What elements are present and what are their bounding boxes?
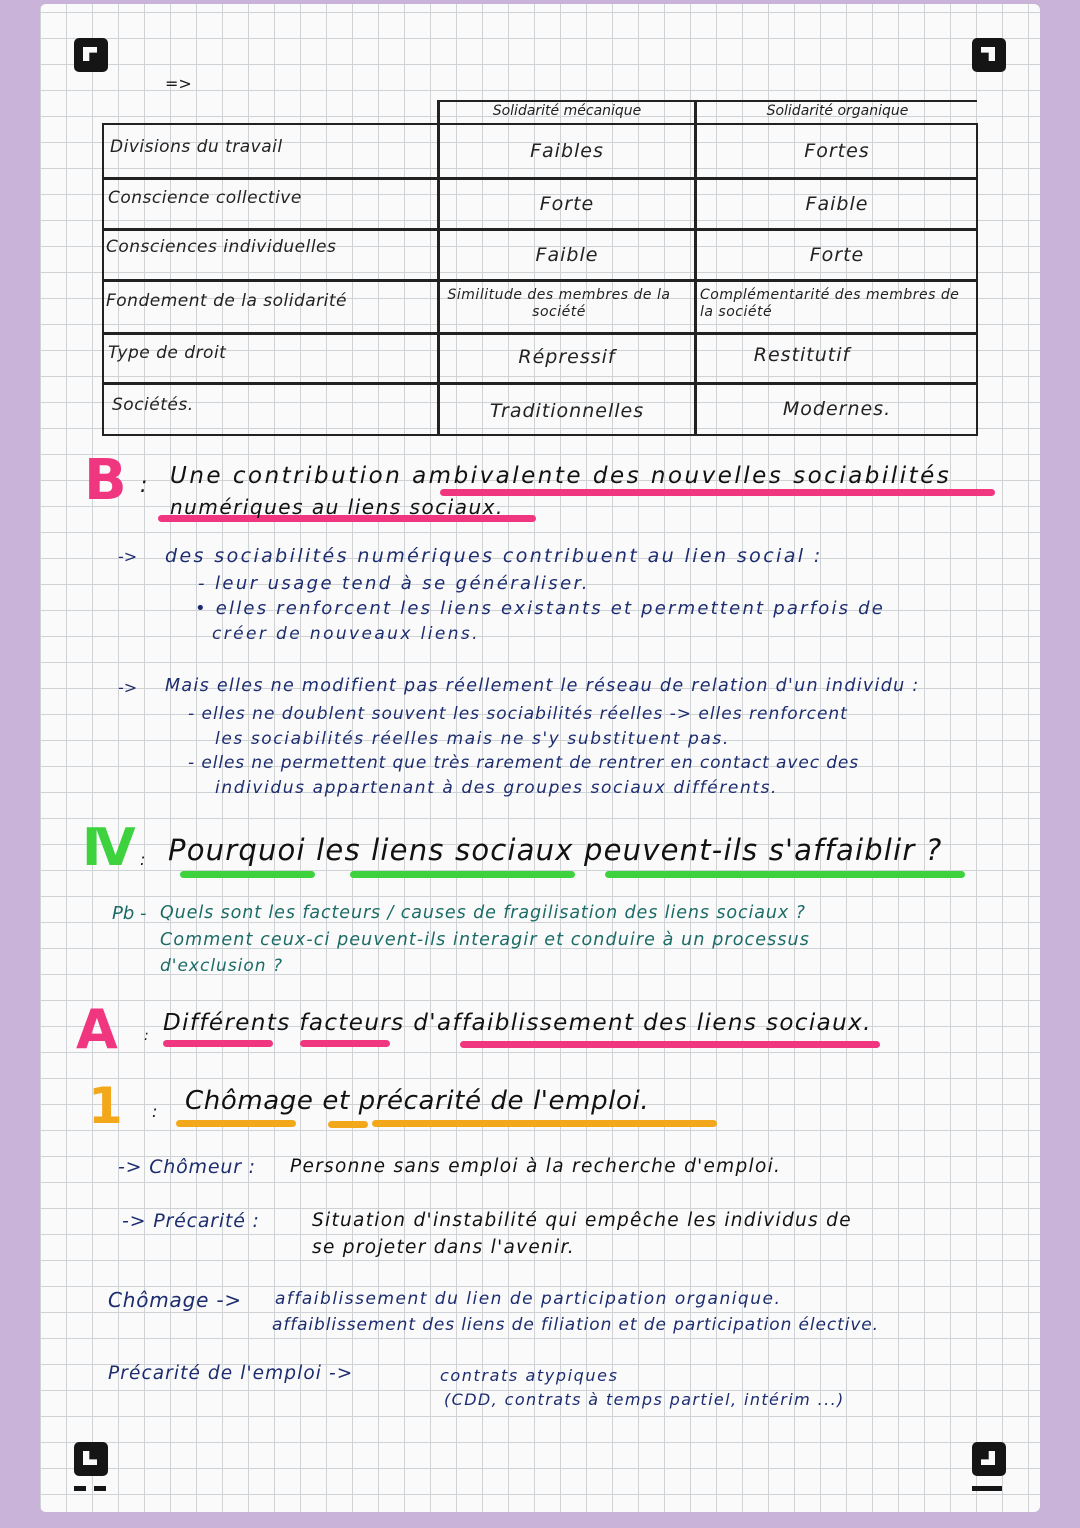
definition-term: -> Chômeur : [118, 1156, 256, 1178]
problematic-line: Quels sont les facteurs / causes de fragilisation des liens sociaux ? [160, 903, 806, 923]
list-item: - elles ne permettent que très rarement de rentrer en contact avec des [188, 753, 860, 773]
cell-organique: Fortes [804, 140, 870, 162]
definition-text: Personne sans emploi à la recherche d'emploi. [290, 1156, 782, 1177]
title-highlight [328, 1121, 368, 1128]
cause-effect: affaiblissement des liens de filiation et de participation élective. [272, 1315, 879, 1335]
section-1-title: Chômage et précarité de l'emploi. [185, 1086, 650, 1116]
definition-text: se projeter dans l'avenir. [312, 1237, 575, 1258]
cell-organique: Restitutif [753, 344, 851, 366]
section-a-colon: : [144, 1028, 149, 1044]
row-divider [102, 332, 978, 335]
row-label: Divisions du travail [110, 137, 283, 157]
cell-organique: Modernes. [782, 398, 892, 420]
row-divider [102, 382, 978, 385]
scan-corner-top-left-icon [74, 38, 108, 72]
title-highlight [300, 1040, 390, 1047]
row-label: Consciences individuelles [106, 237, 337, 257]
section-b-title-line2: numériques au liens sociaux. [170, 495, 504, 519]
header-mecanique: Solidarité mécanique [492, 103, 642, 119]
section-iv-title: Pourquoi les liens sociaux peuvent-ils s'affaiblir ? [168, 833, 943, 867]
cell-mecanique: Similitude des membres de la société [447, 287, 671, 320]
cell-mecanique: Faible [535, 244, 599, 266]
problematic-line: d'exclusion ? [160, 956, 284, 976]
title-highlight [372, 1120, 717, 1127]
cell-organique: Forte [809, 244, 865, 266]
scan-mark [94, 1486, 106, 1491]
scan-corner-bottom-right-icon [972, 1442, 1006, 1476]
list-item: individus appartenant à des groupes sociaux différents. [215, 778, 779, 798]
cause-label: Précarité de l'emploi -> [108, 1363, 354, 1384]
definition-term: -> Précarité : [122, 1210, 260, 1232]
row-divider [102, 177, 978, 180]
title-highlight [605, 871, 965, 878]
row-divider [102, 228, 978, 231]
title-highlight [350, 871, 575, 878]
title-highlight [163, 1040, 273, 1047]
section-1-marker: 1 [88, 1077, 123, 1135]
title-highlight [460, 1041, 880, 1048]
cell-organique: Complémentarité des membres de la société [700, 287, 960, 320]
section-1-colon: : [152, 1102, 158, 1121]
row-label: Sociétés. [112, 395, 194, 415]
title-highlight [176, 1120, 296, 1127]
list-item: créer de nouveaux liens. [212, 624, 480, 644]
list-item: • elles renforcent les liens existants et permettent parfois de [195, 598, 886, 619]
intro-arrow: => [165, 74, 192, 93]
cell-mecanique: Faibles [530, 140, 604, 162]
section-iv-marker: IV [82, 818, 130, 878]
cause-effect: affaiblissement du lien de participation organique. [275, 1289, 782, 1309]
cell-mecanique: Forte [539, 193, 595, 215]
list-item: - leur usage tend à se généraliser. [198, 573, 590, 594]
row-divider [102, 279, 978, 282]
problematic-line: Comment ceux-ci peuvent-ils interagir et conduire à un processus [160, 930, 810, 950]
title-highlight [180, 871, 315, 878]
cell-mecanique: Répressif [518, 346, 616, 368]
cell-mecanique: Traditionnelles [489, 400, 645, 422]
scan-corner-top-right-icon [972, 38, 1006, 72]
section-b-title: Une contribution ambivalente des nouvelles sociabilités [170, 463, 952, 489]
scan-corner-bottom-left-icon [74, 1442, 108, 1476]
section-iv-colon: : [140, 850, 146, 869]
section-b-colon: : [140, 473, 148, 498]
cause-label: Chômage -> [108, 1288, 242, 1312]
section-b-marker: B [84, 448, 127, 513]
problematic-label: Pb - [112, 903, 147, 924]
bullet-arrow: -> [118, 678, 138, 697]
cell-organique: Faible [805, 193, 869, 215]
cause-effect: contrats atypiques [440, 1366, 619, 1385]
paragraph-intro: Mais elles ne modifient pas réellement le réseau de relation d'un individu : [165, 676, 920, 696]
list-item: - elles ne doublent souvent les sociabilités réelles -> elles renforcent [188, 704, 848, 724]
scan-mark [972, 1486, 1002, 1491]
table-header-rule [437, 100, 977, 102]
definition-text: Situation d'instabilité qui empêche les individus de [312, 1210, 852, 1231]
paragraph-intro: des sociabilités numériques contribuent au lien social : [165, 545, 823, 567]
header-organique: Solidarité organique [766, 103, 909, 119]
scan-mark [74, 1486, 86, 1491]
list-item: les sociabilités réelles mais ne s'y substituent pas. [215, 729, 730, 749]
bullet-arrow: -> [118, 547, 138, 566]
section-a-marker: A [76, 998, 118, 1061]
row-label: Type de droit [108, 343, 227, 363]
row-label: Fondement de la solidarité [106, 291, 348, 311]
section-a-title: Différents facteurs d'affaiblissement des liens sociaux. [163, 1010, 872, 1036]
cause-effect: (CDD, contrats à temps partiel, intérim ...) [444, 1390, 845, 1409]
title-highlight [440, 489, 995, 496]
row-label: Conscience collective [108, 188, 302, 208]
